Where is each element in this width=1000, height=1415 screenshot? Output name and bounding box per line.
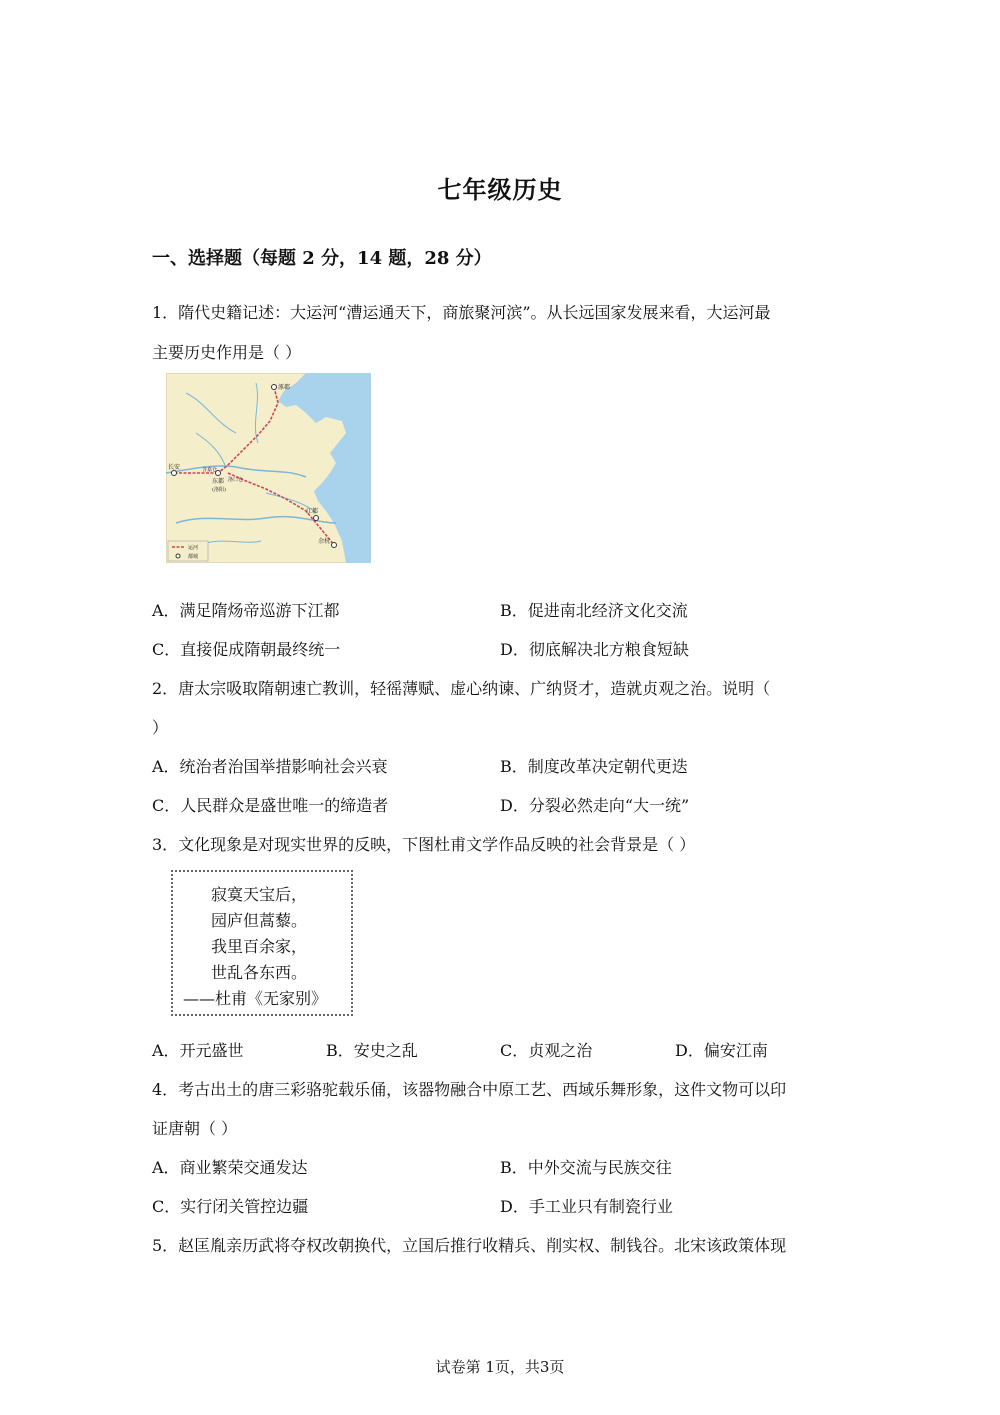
poem-line-4: 世乱各东西。	[211, 963, 308, 982]
question-2-option-c: C．人民群众是盛世唯一的缔造者	[152, 796, 389, 815]
poem-line-2: 园庐但蒿藜。	[211, 911, 308, 930]
question-3-option-c: C．贞观之治	[500, 1041, 593, 1060]
question-2-stem-line-2: ）	[152, 718, 169, 737]
question-4-option-c: C．实行闭关管控边疆	[152, 1197, 309, 1216]
map-label-zhuojun: 涿郡	[278, 384, 291, 391]
question-2-option-b: B．制度改革决定朝代更迭	[500, 757, 688, 776]
map-label-hanjia: 含嘉仓	[202, 467, 218, 473]
poem-line-1: 寂寞天宝后，	[211, 885, 308, 904]
question-1-stem-line-2: 主要历史作用是（ ）	[152, 343, 302, 362]
question-2-stem-line-1: 2．唐太宗吸取隋朝速亡教训，轻徭薄赋、虚心纳谏、广纳贤才，造就贞观之治。说明（	[152, 679, 771, 698]
page-title: 七年级历史	[437, 175, 563, 204]
question-4-option-b: B．中外交流与民族交往	[500, 1158, 672, 1177]
map-label-jiangdu: 江都	[306, 508, 319, 515]
question-1-option-c: C．直接促成隋朝最终统一	[152, 640, 341, 659]
question-3-option-d: D．偏安江南	[675, 1041, 768, 1060]
question-2-option-d: D．分裂必然走向“大一统”	[500, 796, 690, 815]
question-3-option-b: B．安史之乱	[326, 1041, 418, 1060]
question-5-stem-line-1: 5．赵匡胤亲历武将夺权改朝换代，立国后推行收精兵、削实权、制钱谷。北宋该政策体现	[152, 1236, 787, 1255]
question-1-option-a: A．满足隋炀帝巡游下江都	[152, 601, 340, 620]
map-label-yuhang: 余杭	[318, 538, 331, 545]
map-label-luoyang: 东都	[212, 478, 225, 485]
question-1-option-b: B．促进南北经济文化交流	[500, 601, 688, 620]
question-4-stem-line-2: 证唐朝（ ）	[152, 1119, 238, 1138]
question-3-option-a: A．开元盛世	[152, 1041, 244, 1060]
map-label-luoyang-sub: (洛阳)	[212, 487, 226, 493]
map-label-changan: 长安	[168, 464, 181, 471]
question-2-option-a: A．统治者治国举措影响社会兴衰	[152, 757, 388, 776]
question-3-stem-line-1: 3．文化现象是对现实世界的反映，下图杜甫文学作品反映的社会背景是（ ）	[152, 835, 696, 854]
question-1-option-d: D．彻底解决北方粮食短缺	[500, 640, 689, 659]
grand-canal-map	[166, 373, 371, 563]
map-legend-city: 都城	[188, 554, 199, 560]
poem-box	[171, 870, 353, 1016]
map-legend-canal: 运河	[188, 545, 199, 551]
section-heading: 一、选择题（每题 2 分，14 题，28 分）	[152, 248, 492, 269]
map-label-luokou: 洛口仓	[228, 477, 244, 483]
page-footer: 试卷第 1页，共3页	[435, 1358, 565, 1376]
question-1-stem-line-1: 1．隋代史籍记述：大运河“漕运通天下，商旅聚河滨”。从长远国家发展来看，大运河最	[152, 303, 771, 322]
question-4-option-d: D．手工业只有制瓷行业	[500, 1197, 673, 1216]
poem-line-3: 我里百余家，	[211, 937, 308, 956]
poem-attribution: ——杜甫《无家别》	[183, 989, 328, 1008]
question-4-stem-line-1: 4．考古出土的唐三彩骆驼载乐俑，该器物融合中原工艺、西域乐舞形象，这件文物可以印	[152, 1080, 787, 1099]
question-4-option-a: A．商业繁荣交通发达	[152, 1158, 308, 1177]
